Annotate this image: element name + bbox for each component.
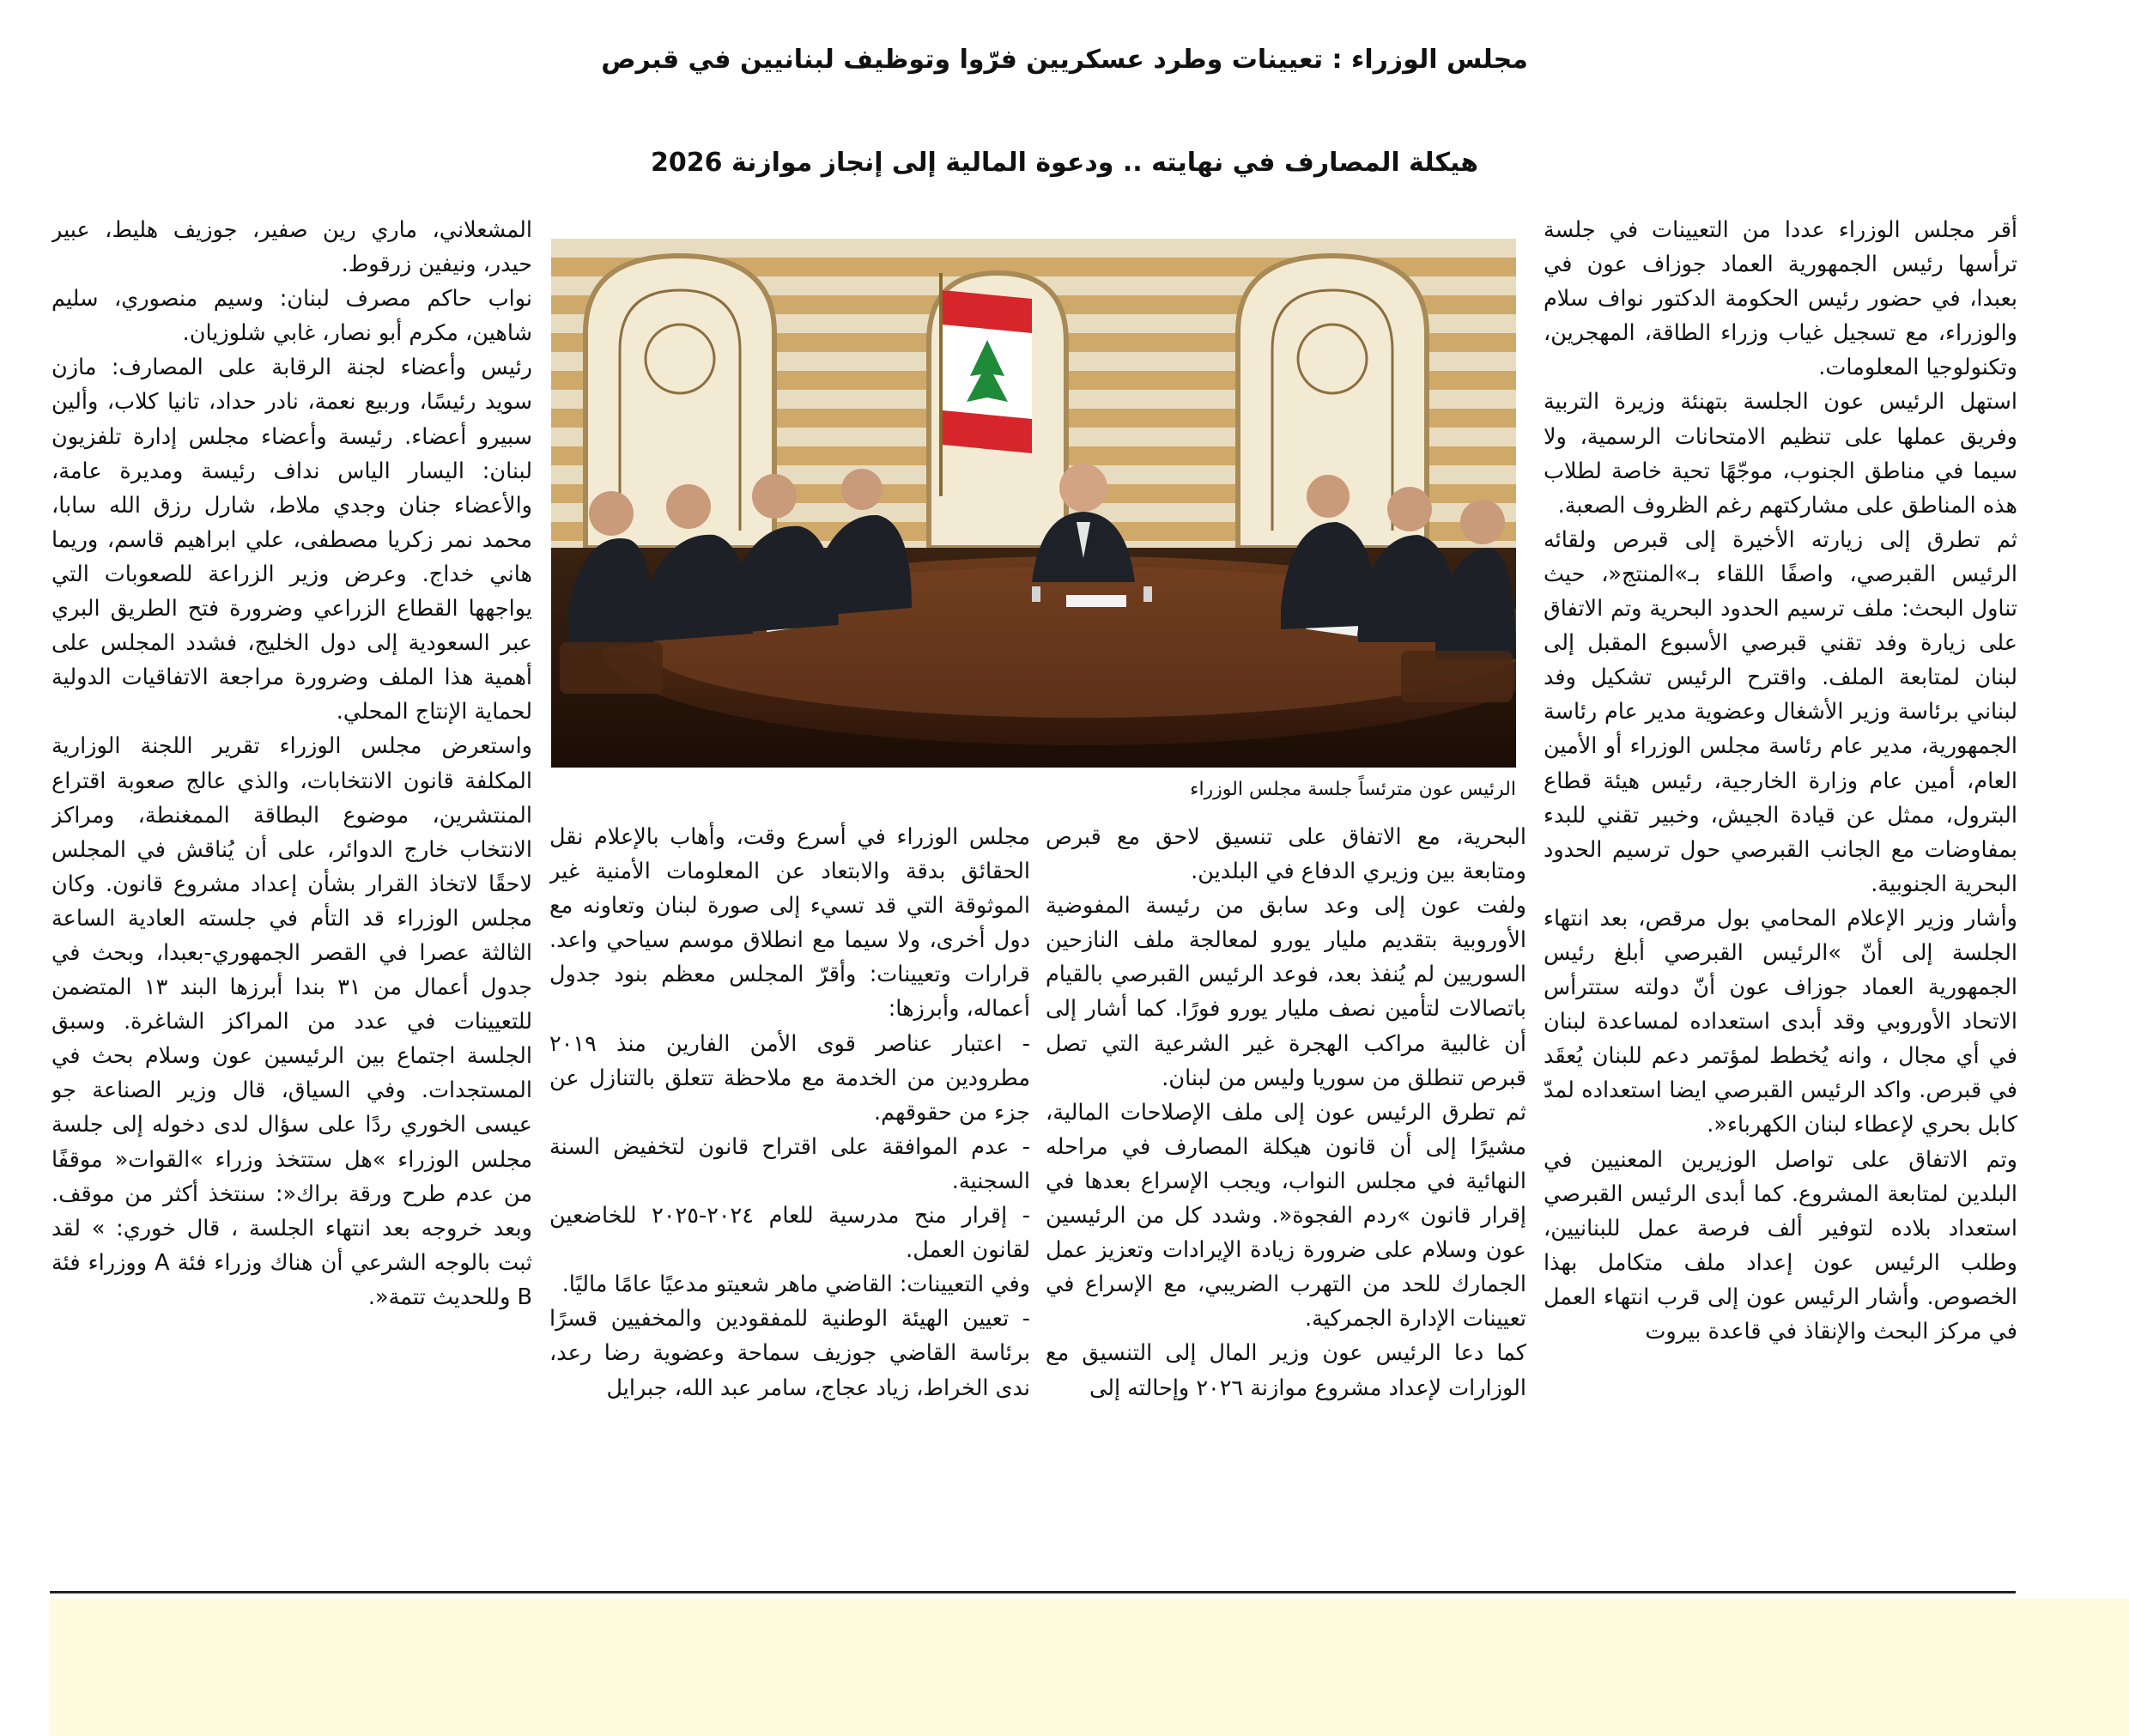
cabinet-meeting-photo xyxy=(551,239,1516,768)
paragraph: - اعتبار عناصر قوى الأمن الفارين منذ ٢٠١٩ مطرودين من الخدمة مع ملاحظة تتعلق بالتنازل عن جزء من حقوقهم. xyxy=(549,1030,1030,1126)
headline-line-2: هيكلة المصارف في نهايته .. ودعوة المالية إلى إنجاز موازنة 2026 xyxy=(651,148,1478,178)
paragraph: كما دعا الرئيس عون وزير المال إلى التنسيق مع الوزارات لإعداد مشروع موازنة ٢٠٢٦ وإحالته إلى xyxy=(1046,1340,1526,1401)
paragraph: مجلس الوزراء في أسرع وقت، وأهاب بالإعلام نقل الحقائق بدقة والابتعاد عن المعلومات الأمنية غير الموثوقة التي قد تسيء إلى صورة لبنان وتعاونه مع دول أخرى، ولا سيما مع انطلاق موسم سياحي واعد. قرارات وتعيينات: وأقرّ المجلس معظم بنود جدول أعماله، وأبرزها: xyxy=(549,824,1030,1023)
photo-caption: الرئيس عون مترئساً جلسة مجلس الوزراء xyxy=(1190,779,1516,800)
article-column-4 xyxy=(52,213,532,1557)
paragraph: رئيس وأعضاء لجنة الرقابة على المصارف: مازن سويد رئيسًا، وربيع نعمة، نادر حداد، تانيا كلاب، وألين سبيرو أعضاء. رئيسة وأعضاء مجلس إدارة تلفزيون لبنان: اليسار الياس نداف رئيسة ومديرة عامة، والأعضاء جنان وجدي ملاط، شارل رزق الله سابا، محمد نمر زكريا مصطفى، علي ابراهيم قاسم، وريما هاني خداج. وعرض وزير الزراعة للصعوبات التي يواجهها القطاع الزراعي وضرورة فتح الطريق البري عبر السعودية إلى دول الخليج، فشدد المجلس على أهمية هذا الملف وضرورة مراجعة الاتفاقيات الدولية لحماية الإنتاج المحلي. xyxy=(52,355,532,725)
paragraph: - تعيين الهيئة الوطنية للمفقودين والمخفيين قسرًا برئاسة القاضي جوزيف سماحة وعضوية رضا رعد، ندى الخراط، زياد عجاج، سامر عبد الله، جبرايل xyxy=(549,1306,1030,1401)
paragraph: أقر مجلس الوزراء عددا من التعيينات في جلسة ترأسها رئيس الجمهورية العماد جوزاف عون في بعبدا، في حضور رئيس الحكومة الدكتور نواف سلام والوزراء، مع تسجيل غياب وزراء الطاقة، المهجرين، وتكنولوجيا المعلومات. xyxy=(1544,217,2017,381)
paragraph: - عدم الموافقة على اقتراح قانون لتخفيض السنة السجنية. xyxy=(549,1133,1030,1194)
paragraph: نواب حاكم مصرف لبنان: وسيم منصوري، سليم شاهين، مكرم أبو نصار، غابي شلوزيان. xyxy=(52,286,532,347)
bottom-divider xyxy=(50,1591,2016,1593)
paragraph: ثم تطرق إلى زيارته الأخيرة إلى قبرص ولقائه الرئيس القبرصي، واصفًا اللقاء بـ»المنتج«، حيث تناول البحث: ملف ترسيم الحدود البحرية وتم الاتفاق على زيارة وفد تقني قبرصي الأسبوع المقبل إلى لبنان لمتابعة الملف. واقترح الرئيس تشكيل وفد لبناني برئاسة وزير الأشغال وعضوية مدير عام رئاسة الجمهورية، مدير عام رئاسة مجلس الوزراء أو الأمين العام، أمين عام وزارة الخارجية، رئيس هيئة قطاع البترول، ممثل عن قيادة الجيش، وخبير تقني للبدء بمفاوضات مع الجانب القبرصي حول ترسيم الحدود البحرية الجنوبية. xyxy=(1544,526,2017,897)
paragraph: واستعرض مجلس الوزراء تقرير اللجنة الوزارية المكلفة قانون الانتخابات، والذي عالج صعوبة اقتراع المنتشرين، موضوع البطاقة الممغنطة، ومراكز الانتخاب خارج الدوائر، على أن يُناقش في المجلس لاحقًا لاتخاذ القرار بشأن إعداد مشروع قانون. وكان مجلس الوزراء قد التأم في جلسته العادية الساعة الثالثة عصرا في القصر الجمهوري-بعبدا، وبحث في جدول أعمال من ٣١ بندا أبرزها البند ١٣ المتضمن للتعيينات في عدد من المراكز الشاغرة. وسبق الجلسة اجتماع بين الرئيسين عون وسلام بحث في المستجدات. وفي السياق، قال وزير الصناعة جو عيسى الخوري ردًا على سؤال لدى دخوله إلى جلسة مجلس الوزراء »هل ستتخذ وزراء »القوات« موقفًا من عدم طرح ورقة براك«: سنتخذ أكثر من موقف. وبعد خروجه بعد انتهاء الجلسة ، قال خوري: » لقد ثبت بالوجه الشرعي أن هناك وزراء فئة A ووزراء فئة B وللحديث تتمة«. xyxy=(52,733,532,1310)
paragraph: وفي التعيينات: القاضي ماهر شعيتو مدعيًا عامًا ماليًا. xyxy=(561,1272,1030,1298)
article-column-3 xyxy=(549,820,1030,1557)
paragraph: - إقرار منح مدرسية للعام ٢٠٢٤-٢٠٢٥ للخاضعين لقانون العمل. xyxy=(549,1203,1030,1264)
paragraph: ولفت عون إلى وعد سابق من رئيسة المفوضية الأوروبية بتقديم مليار يورو لمعالجة ملف النازحين السوريين لم يُنفذ بعد، فوعد الرئيس القبرصي بالقيام باتصالات لتأمين نصف مليار يورو فورًا. كما أشار إلى أن غالبية مراكب الهجرة غير الشرعية التي تصل قبرص تنطلق من سوريا وليس من لبنان. xyxy=(1046,893,1526,1091)
article-column-1 xyxy=(1544,213,2017,1557)
paragraph: ثم تطرق الرئيس عون إلى ملف الإصلاحات المالية، مشيرًا إلى أن قانون هيكلة المصارف في مراحله النهائية في مجلس النواب، ويجب الإسراع بعدها في إقرار قانون »ردم الفجوة«. وشدد كل من الرئيسين عون وسلام على ضرورة زيادة الإيرادات وتعزيز عمل الجمارك للحد من التهرب الضريبي، مع الإسراع في تعيينات الإدارة الجمركية. xyxy=(1046,1099,1526,1332)
paragraph: وأشار وزير الإعلام المحامي بول مرقص، بعد انتهاء الجلسة إلى أنّ »الرئيس القبرصي أبلغ رئيس الجمهورية العماد جوزاف عون أنّ دولته ستترأس الاتحاد الأوروبي وقد أبدى استعداده لمساعدة لبنان في أي مجال ، وانه يُخطط لمؤتمر دعم للبنان يُعقَد في قبرص. واكد الرئيس القبرصي ايضا استعداده لمدّ كابل بحري لإعطاء لبنان الكهرباء«. xyxy=(1544,905,2017,1138)
paragraph: المشعلاني، ماري رين صفير، جوزيف هليط، عبير حيدر، ونيفين زرقوط. xyxy=(52,217,532,278)
advertisement-area xyxy=(50,1599,2129,1736)
headline-line-1: مجلس الوزراء : تعيينات وطرد عسكريين فرّوا وتوظيف لبنانيين في قبرص xyxy=(601,45,1528,75)
article-column-2 xyxy=(1046,820,1526,1557)
paragraph: استهل الرئيس عون الجلسة بتهنئة وزيرة التربية وفريق عملها على تنظيم الامتحانات الرسمية، ولا سيما في مناطق الجنوب، موجّهًا تحية خاصة لطلاب هذه المناطق على مشاركتهم رغم الظروف الصعبة. xyxy=(1544,389,2017,519)
paragraph: وتم الاتفاق على تواصل الوزيرين المعنيين في البلدين لمتابعة المشروع. كما أبدى الرئيس القبرصي استعداد بلاده لتوفير ألف فرصة عمل للبنانيين، وطلب الرئيس عون إعداد ملف متكامل بهذا الخصوص. وأشار الرئيس عون إلى قرب انتهاء العمل في مركز البحث والإنقاذ في قاعدة بيروت xyxy=(1544,1146,2017,1344)
paragraph: البحرية، مع الاتفاق على تنسيق لاحق مع قبرص ومتابعة بين وزيري الدفاع في البلدين. xyxy=(1046,824,1526,885)
